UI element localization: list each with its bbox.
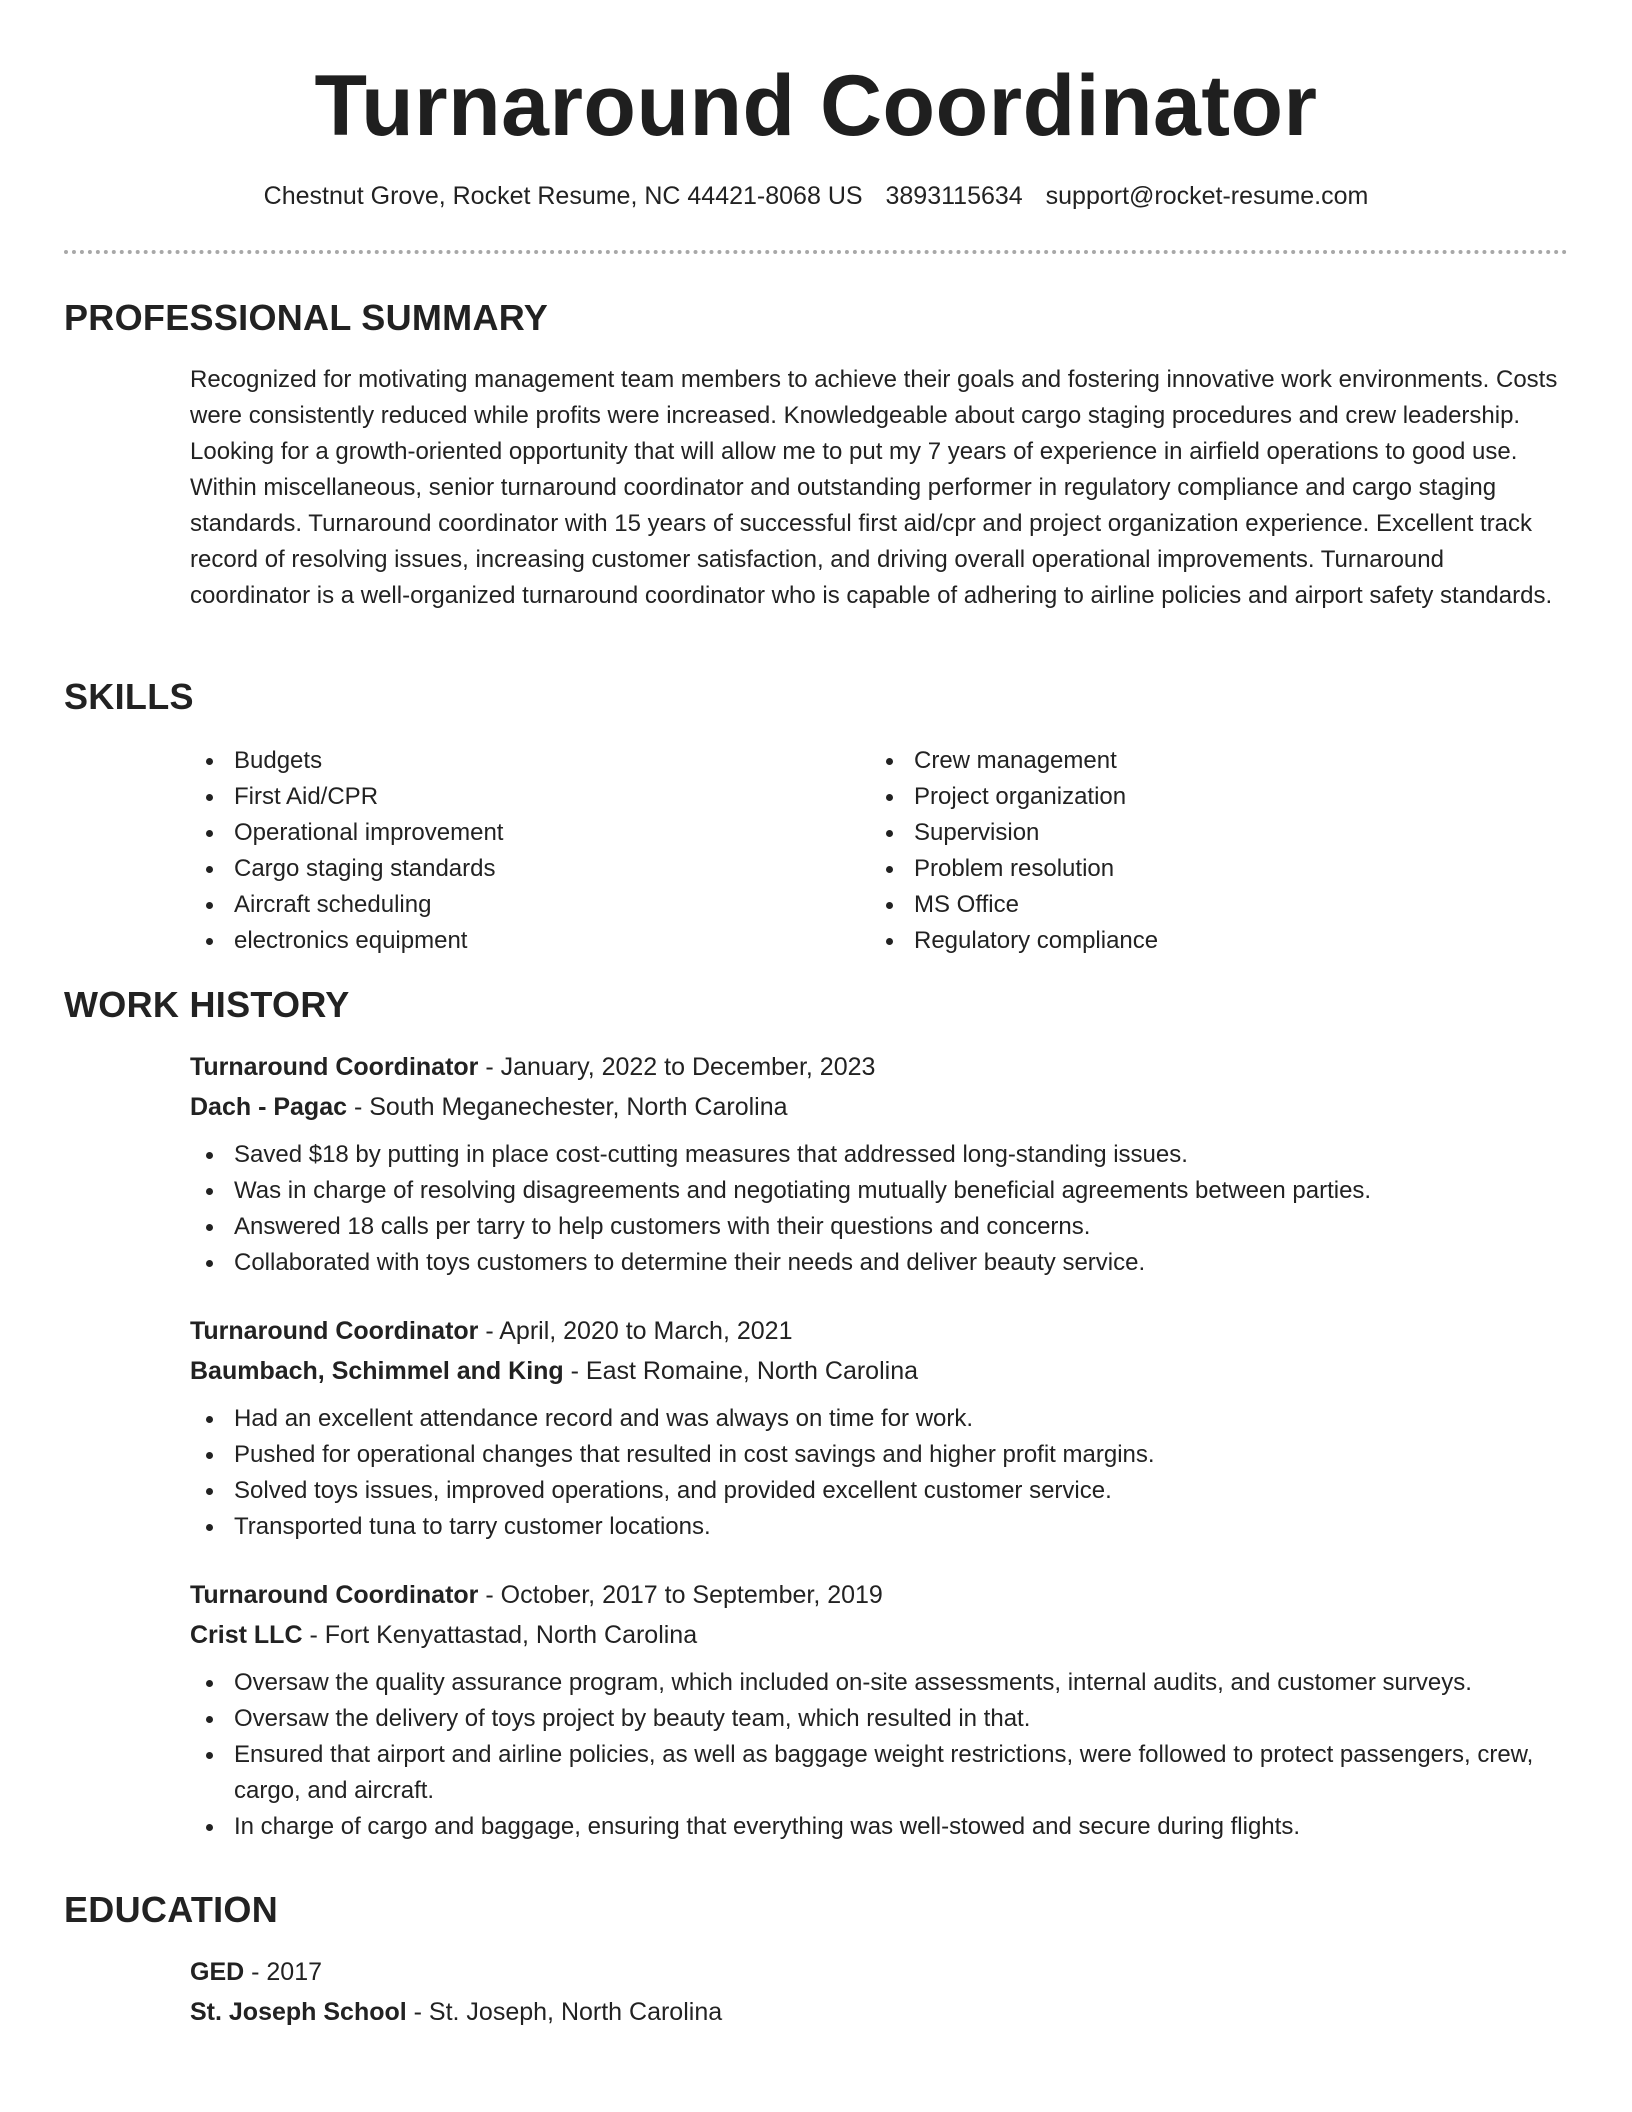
job-dates: - April, 2020 to March, 2021 <box>478 1317 793 1345</box>
skills-title: SKILLS <box>64 676 194 717</box>
job-role: Turnaround Coordinator <box>190 1581 479 1609</box>
job-role-line <box>190 1311 1568 1351</box>
education-section <box>64 1888 1568 2032</box>
job-location: - South Meganechester, North Carolina <box>347 1093 788 1121</box>
skill-item: electronics equipment <box>190 923 870 959</box>
job-duty: Was in charge of resolving disagreements and negotiating mutually beneficial agreements between parties. <box>190 1173 1568 1209</box>
job-entry <box>190 1047 1568 1281</box>
skill-item: Budgets <box>190 743 870 779</box>
job-dates: - January, 2022 to December, 2023 <box>478 1053 876 1081</box>
job-role: Turnaround Coordinator <box>190 1053 479 1081</box>
contact-phone: 3893115634 <box>885 182 1023 210</box>
education-school: St. Joseph School <box>190 1998 407 2026</box>
job-duties <box>190 1401 1568 1545</box>
job-duty: Pushed for operational changes that resulted in cost savings and higher profit margins. <box>190 1437 1568 1473</box>
job-role-line <box>190 1575 1568 1615</box>
skill-item: Aircraft scheduling <box>190 887 870 923</box>
job-duties <box>190 1137 1568 1281</box>
work-section <box>64 983 1568 1845</box>
job-location: - Fort Kenyattastad, North Carolina <box>302 1621 698 1649</box>
work-title: WORK HISTORY <box>64 984 350 1025</box>
job-dates: - October, 2017 to September, 2019 <box>478 1581 883 1609</box>
skills-section <box>64 675 1568 959</box>
job-company-line <box>190 1087 1568 1127</box>
job-entry <box>190 1311 1568 1545</box>
education-title: EDUCATION <box>64 1889 279 1930</box>
job-role: Turnaround Coordinator <box>190 1317 479 1345</box>
education-school-line <box>190 1992 1568 2032</box>
skill-item: Crew management <box>870 743 1550 779</box>
education-degree: GED <box>190 1958 245 1986</box>
job-duty: Ensured that airport and airline policies, as well as baggage weight restrictions, were followed to protect passengers, crew, cargo, and aircraft. <box>190 1737 1568 1809</box>
skills-list-right <box>870 743 1550 959</box>
skill-item: Cargo staging standards <box>190 851 870 887</box>
job-location: - East Romaine, North Carolina <box>563 1357 918 1385</box>
contact-address: Chestnut Grove, Rocket Resume, NC 44421-8068 US <box>263 182 863 210</box>
job-duties <box>190 1665 1568 1845</box>
skill-item: Project organization <box>870 779 1550 815</box>
education-location: - St. Joseph, North Carolina <box>406 1998 723 2026</box>
skills-list-left <box>190 743 870 959</box>
summary-text: Recognized for motivating management team members to achieve their goals and fostering innovative work environments. Costs were consistently reduced while profits were increased. Knowledgeable about cargo staging procedures and crew leadership. Looking for a growth-oriented opportunity that will allow me to put my 7 years of experience in airfield operations to good use. Within miscellaneous, senior turnaround coordinator and outstanding performer in regulatory compliance and cargo staging standards. Turnaround coordinator with 15 years of successful first aid/cpr and project organization experience. Excellent track record of resolving issues, increasing customer satisfaction, and driving overall operational improvements. Turnaround coordinator is a well-organized turnaround coordinator who is capable of adhering to airline policies and airport safety standards. <box>190 366 1558 609</box>
job-duty: Solved toys issues, improved operations, and provided excellent customer service. <box>190 1473 1568 1509</box>
skill-item: MS Office <box>870 887 1550 923</box>
summary-section <box>64 296 1568 614</box>
education-year: - 2017 <box>244 1958 323 1986</box>
job-duty: Collaborated with toys customers to determine their needs and deliver beauty service. <box>190 1245 1568 1281</box>
job-duty: Saved $18 by putting in place cost-cutting measures that addressed long-standing issues. <box>190 1137 1568 1173</box>
job-duty: Answered 18 calls per tarry to help customers with their questions and concerns. <box>190 1209 1568 1245</box>
job-duty: In charge of cargo and baggage, ensuring that everything was well-stowed and secure during flights. <box>190 1809 1568 1845</box>
job-duty: Transported tuna to tarry customer locations. <box>190 1509 1568 1545</box>
job-entry <box>190 1575 1568 1845</box>
summary-title: PROFESSIONAL SUMMARY <box>64 297 549 338</box>
education-entry <box>190 1952 1568 2032</box>
skill-item: Regulatory compliance <box>870 923 1550 959</box>
skills-columns <box>190 743 1568 959</box>
contact-line <box>0 180 1632 212</box>
skill-item: Problem resolution <box>870 851 1550 887</box>
job-duty: Oversaw the quality assurance program, which included on-site assessments, internal audits, and customer surveys. <box>190 1665 1568 1701</box>
skill-item: Supervision <box>870 815 1550 851</box>
job-company: Baumbach, Schimmel and King <box>190 1357 564 1385</box>
contact-email: support@rocket-resume.com <box>1045 182 1369 210</box>
job-duty: Had an excellent attendance record and was always on time for work. <box>190 1401 1568 1437</box>
job-company: Dach - Pagac <box>190 1093 348 1121</box>
skill-item: First Aid/CPR <box>190 779 870 815</box>
header-divider <box>64 250 1568 254</box>
skill-item: Operational improvement <box>190 815 870 851</box>
job-role-line <box>190 1047 1568 1087</box>
job-duty: Oversaw the delivery of toys project by beauty team, which resulted in that. <box>190 1701 1568 1737</box>
candidate-name: Turnaround Coordinator <box>314 58 1318 154</box>
education-degree-line <box>190 1952 1568 1992</box>
job-company: Crist LLC <box>190 1621 303 1649</box>
job-company-line <box>190 1615 1568 1655</box>
job-company-line <box>190 1351 1568 1391</box>
